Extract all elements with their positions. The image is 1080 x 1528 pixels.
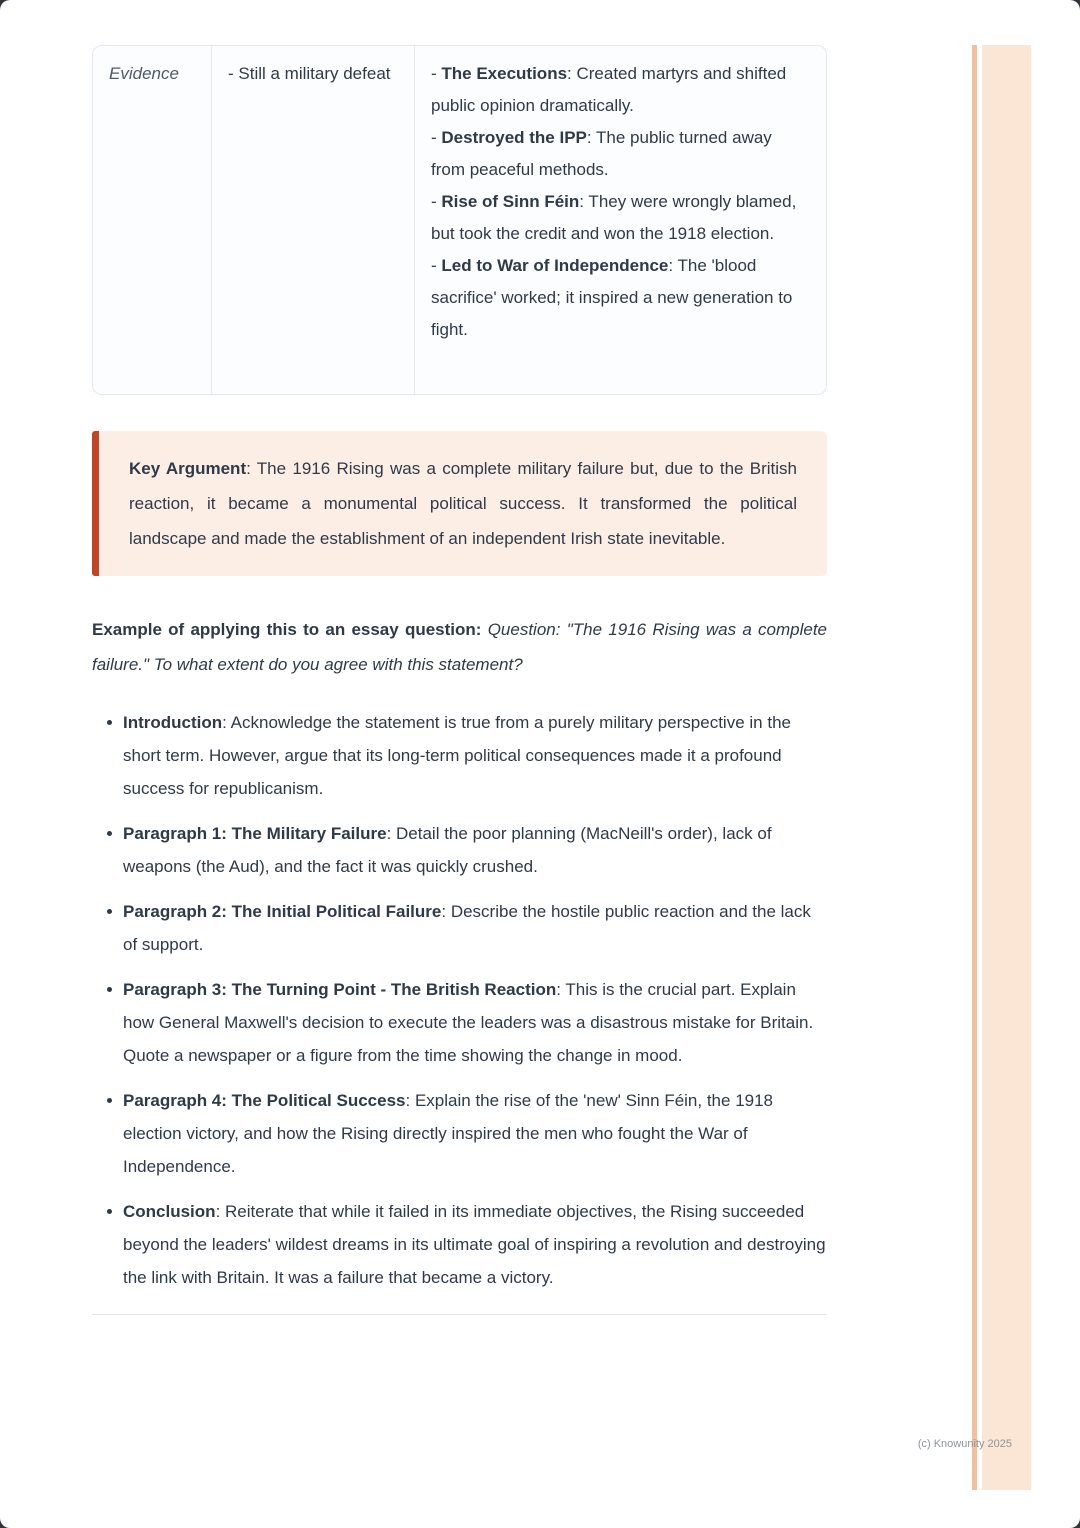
copyright: (c) Knowunity 2025 [917,1438,1012,1450]
list-item [123,817,827,883]
list-item-text: Paragraph 4: The Political Success: Explain the rise of the 'new' Sinn Féin, the 1918 election victory, and how the Rising directly inspired the men who fought the War of Independence. [123,1091,774,1176]
evidence-table [92,45,827,395]
list-item [123,895,827,961]
list-item-text: Conclusion: Reiterate that while it failed in its immediate objectives, the Rising succeeded beyond the leaders' wildest dreams in its ultimate goal of inspiring a revolution and destroying the link with Britain. It was a failure that became a victory. [123,1202,826,1287]
essay-question-intro: Example of applying this to an essay question: Question: "The 1916 Rising was a complete failure." To what extent do you agree with this statement? [92,620,827,674]
detail-item: - Led to War of Independence: The 'blood sacrifice' worked; it inspired a new generation to fight. [431,256,793,339]
list-item [123,1195,827,1294]
list-item [123,1084,827,1183]
detail-item: - Destroyed the IPP: The public turned away from peaceful methods. [431,128,772,179]
divider [92,1314,827,1315]
table-cell-details [414,46,826,394]
list-item-text: Paragraph 1: The Military Failure: Detail the poor planning (MacNeill's order), lack of weapons (the Aud), and the fact it was quickly crushed. [123,824,772,876]
list-item-text: Paragraph 3: The Turning Point - The British Reaction: This is the crucial part. Explain how General Maxwell's decision to execute the leaders was a disastrous mistake for Britain. Quote a newspaper or a figure from the time showing the change in mood. [123,980,814,1065]
list-item-text: Introduction: Acknowledge the statement is true from a purely military perspective in the short term. However, argue that its long-term political consequences made it a profound success for republicanism. [123,713,791,798]
detail-item: - Rise of Sinn Féin: They were wrongly blamed, but took the credit and won the 1918 election. [431,192,797,243]
key-argument-callout [92,431,827,576]
list-item [123,973,827,1072]
list-item-text: Paragraph 2: The Initial Political Failure: Describe the hostile public reaction and the lack of support. [123,902,811,954]
detail-item: - The Executions: Created martyrs and shifted public opinion dramatically. [431,64,787,115]
table-cell-term: Evidence [109,64,179,83]
table-cell-verdict: - Still a military defeat [211,46,414,394]
decorative-stripe-band [982,45,1031,1490]
page-content [92,45,827,1315]
list-item [123,706,827,805]
decorative-stripe-line [972,45,977,1490]
key-argument-text: Key Argument: The 1916 Rising was a complete military failure but, due to the British reaction, it became a monumental political success. It transformed the political landscape and made the establishment of an independent Irish state inevitable. [129,459,797,548]
essay-plan-list [92,706,827,1294]
